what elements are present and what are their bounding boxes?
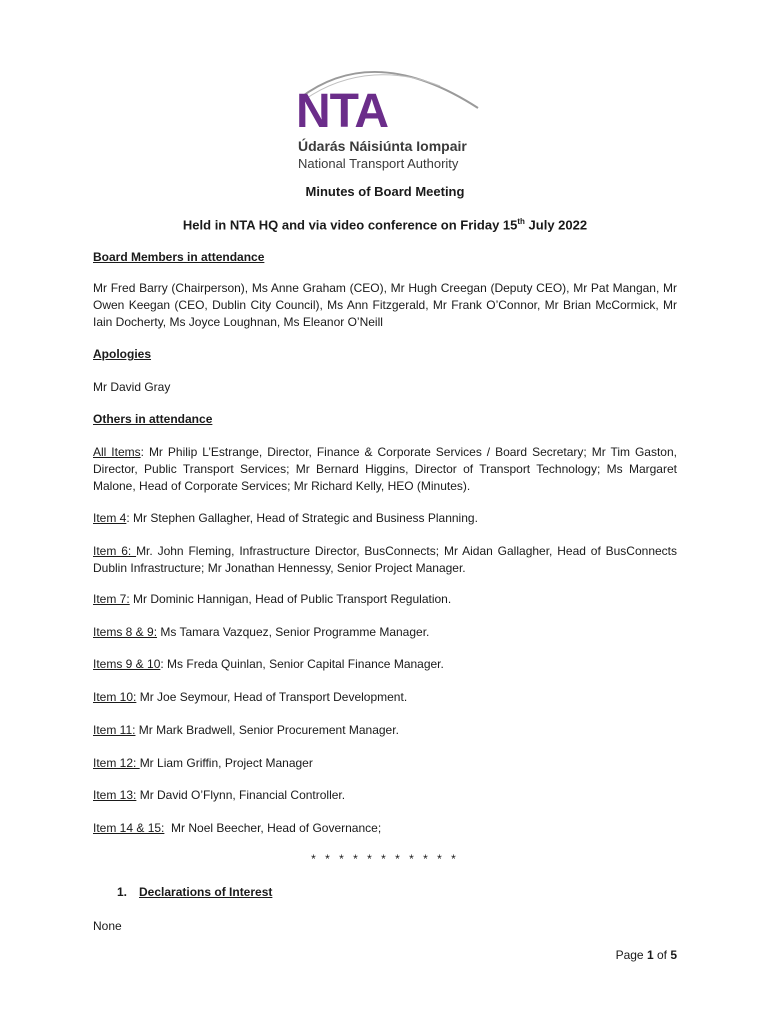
section-separator: * * * * * * * * * * * (311, 852, 459, 866)
section-1-heading: 1. Declarations of Interest (117, 885, 273, 899)
document-title: Minutes of Board Meeting (305, 184, 465, 199)
attendee-entry: Item 12: Mr Liam Griffin, Project Manager (93, 756, 313, 770)
attendee-entry: Item 7: Mr Dominic Hannigan, Head of Public Transport Regulation. (93, 592, 452, 606)
attendee-entry: Item 14 & 15: Mr Noel Beecher, Head of Governance; (93, 821, 382, 835)
attendee-entry: Item 10: Mr Joe Seymour, Head of Transport Development. (93, 690, 408, 704)
attendee-entry: Items 8 & 9: Ms Tamara Vazquez, Senior Programme Manager. (93, 625, 430, 639)
attendee-entry: All Items: Mr Philip L’Estrange, Director, Finance & Corporate Services / Board Secretary; Mr Tim Gaston, Director, Public Transport Services; Mr Bernard Higgins, Director of Transport Technology; Ms Margaret Malone, Head of Corporate Services; Mr Richard Kelly, HEO (Minutes). (93, 445, 677, 493)
attendee-entry: Item 6: Mr. John Fleming, Infrastructure Director, BusConnects; Mr Aidan Gallagher, Head of BusConnects Dublin Infrastructure; Mr Jonathan Hennessy, Senior Project Manager. (93, 544, 678, 575)
logo-english-name: National Transport Authority (298, 156, 459, 171)
apologies-heading: Apologies (93, 347, 152, 361)
nta-logo (290, 64, 490, 172)
logo-wordmark: NTA (296, 85, 389, 138)
attendee-entry: Item 13: Mr David O’Flynn, Financial Controller. (93, 788, 346, 802)
others-heading: Others in attendance (93, 412, 213, 426)
board-members-list: Mr Fred Barry (Chairperson), Ms Anne Graham (CEO), Mr Hugh Creegan (Deputy CEO), Mr Pat Mangan, Mr Owen Keegan (CEO, Dublin City Council), Ms Ann Fitzgerald, Mr Frank O’Connor, Mr Brian McCormick, Mr Iain Docherty, Ms Joyce Loughnan, Ms Eleanor O’Neill (93, 281, 677, 329)
attendee-entry: Items 9 & 10: Ms Freda Quinlan, Senior Capital Finance Manager. (93, 657, 444, 671)
board-members-heading: Board Members in attendance (93, 250, 265, 264)
attendee-entry: Item 4: Mr Stephen Gallagher, Head of Strategic and Business Planning. (93, 511, 478, 525)
page-number: Page 1 of 5 (615, 948, 677, 962)
apologies-text: Mr David Gray (93, 380, 171, 394)
logo-irish-name: Údarás Náisiúnta Iompair (298, 138, 467, 154)
section-1-text: None (93, 919, 122, 933)
attendee-entry: Item 11: Mr Mark Bradwell, Senior Procurement Manager. (93, 723, 399, 737)
document-subtitle: Held in NTA HQ and via video conference on Friday 15th July 2022 (182, 217, 588, 233)
